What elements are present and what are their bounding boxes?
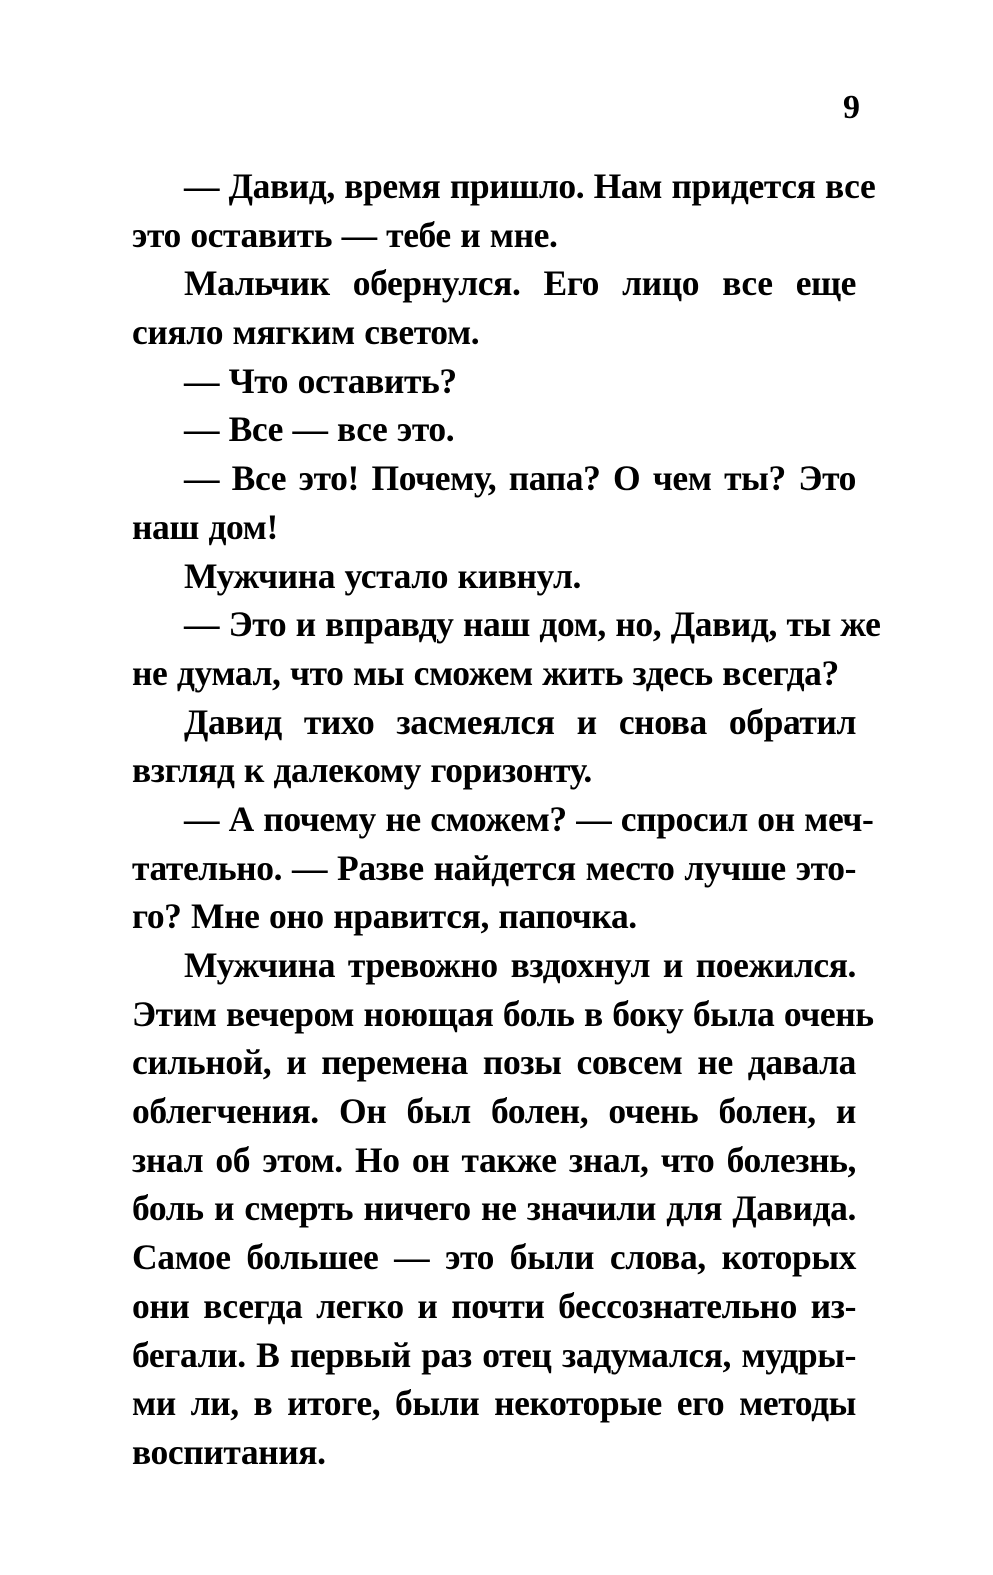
text-line: они всегда легко и почти бессознательно из-: [132, 1285, 856, 1326]
text-line: — Что оставить?: [184, 360, 457, 401]
text-line: Самое большее — это были слова, которых: [132, 1237, 856, 1278]
text-line: знал об этом. Но он также знал, что болезнь,: [132, 1139, 856, 1180]
body-text: [132, 162, 881, 1477]
text-line: боль и смерть ничего не значили для Давида.: [132, 1188, 856, 1229]
text-line: Мальчик обернулся. Его лицо все еще: [184, 263, 856, 304]
text-line: Мужчина тревожно вздохнул и поежился.: [184, 945, 856, 985]
text-line: тательно. — Разве найдется место лучше это-: [132, 847, 856, 888]
text-line: — А почему не сможем? — спросил он меч-: [184, 798, 874, 839]
text-line: — Это и вправду наш дом, но, Давид, ты же: [184, 604, 881, 645]
page-number: 9: [843, 89, 860, 126]
text-line: взгляд к далекому горизонту.: [132, 750, 592, 791]
text-line: воспитания.: [132, 1431, 326, 1472]
text-line: не думал, что мы сможем жить здесь всегда?: [132, 652, 839, 693]
text-line: наш дом!: [132, 506, 278, 547]
text-line: Давид тихо засмеялся и снова обратил: [184, 701, 856, 742]
text-line: это оставить — тебе и мне.: [132, 214, 558, 255]
text-line: Этим вечером ноющая боль в боку была очень: [132, 993, 874, 1034]
text-line: сильной, и перемена позы совсем не давала: [132, 1042, 856, 1083]
text-line: — Все это! Почему, папа? О чем ты? Это: [184, 458, 856, 499]
text-line: — Все — все это.: [184, 409, 455, 450]
text-line: — Давид, время пришло. Нам придется все: [184, 166, 876, 206]
text-line: ми ли, в итоге, были некоторые его методы: [132, 1383, 856, 1424]
text-line: сияло мягким светом.: [132, 312, 480, 353]
text-line: облегчения. Он был болен, очень болен, и: [132, 1091, 856, 1132]
text-line: бегали. В первый раз отец задумался, мудры-: [132, 1334, 856, 1375]
text-line: го? Мне оно нравится, папочка.: [132, 896, 637, 937]
text-line: Мужчина устало кивнул.: [184, 555, 582, 596]
